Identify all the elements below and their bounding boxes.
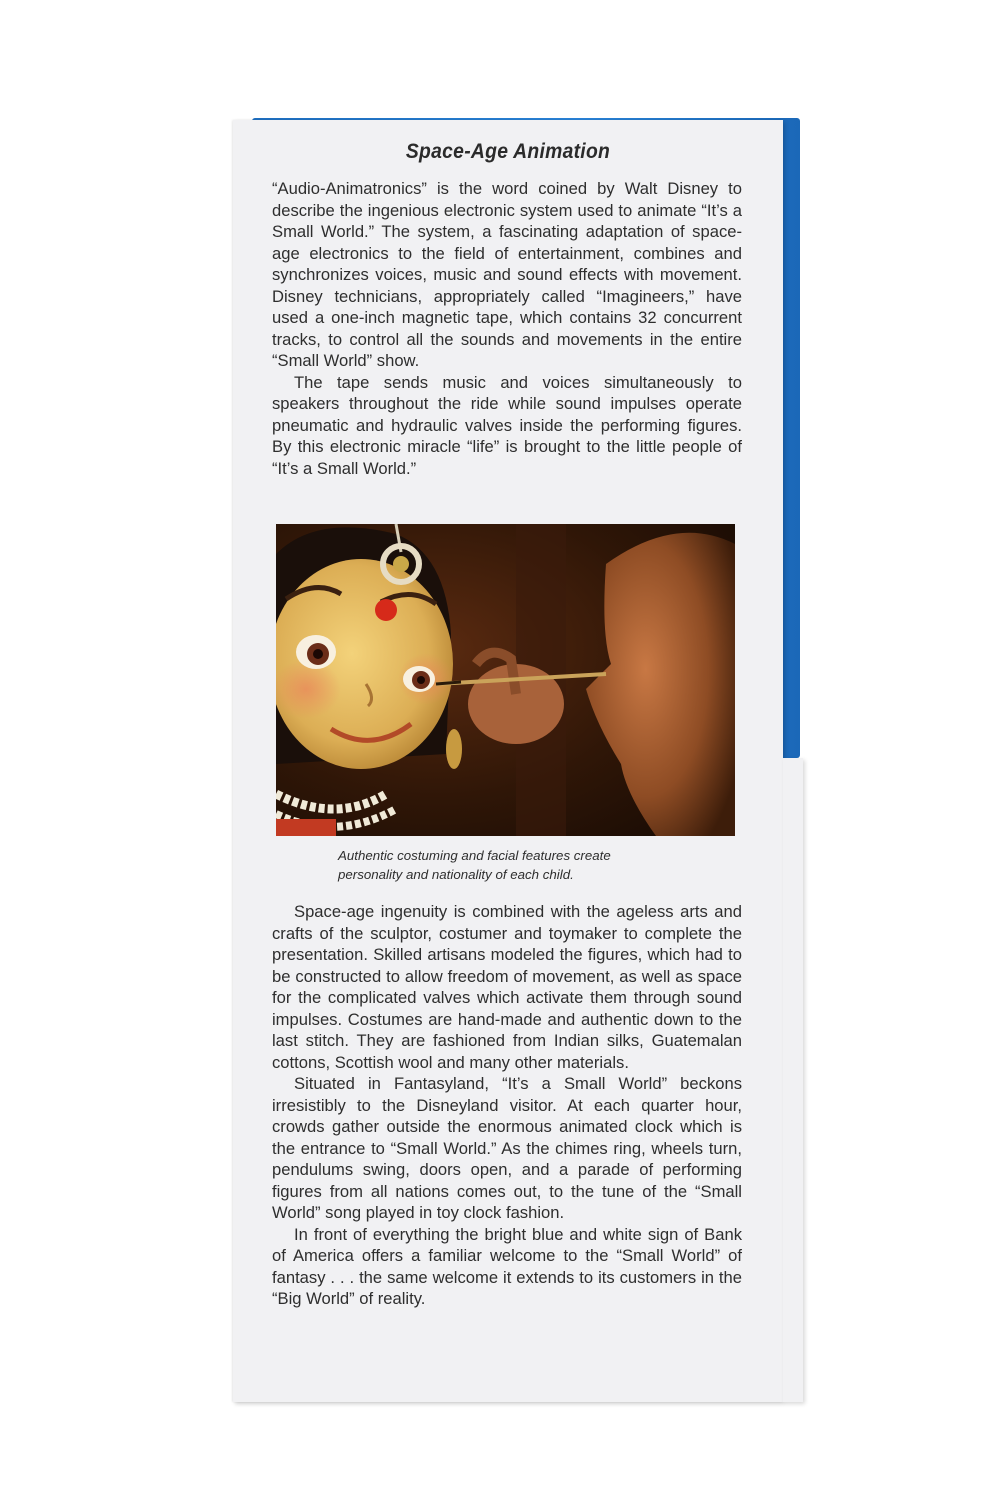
caption-line: Authentic costuming and facial features create (338, 848, 611, 863)
doll-photo (276, 524, 735, 836)
page-title: Space-Age Animation (405, 140, 611, 163)
paragraph: The tape sends music and voices simultaneously to speakers throughout the ride while sound impulses operate pneumatic and hydraulic valves inside the performing figures. By this electronic miracle “life” is brought to the little people of “It’s a Small World.” (272, 372, 742, 478)
section-artisans (272, 901, 742, 1310)
paragraph: “Audio-Animatronics” is the word coined by Walt Disney to describe the ingenious electronic system used to animate “It’s a Small World.” The system, a fascinating adaptation of space-age electronics to the field of entertainment, combines and synchronizes voices, music and sound effects with movement. Disney technicians, appropriately called “Imagineers,” have used a one-inch magnetic tape, which contains 32 concurrent tracks, to control all the sounds and movements in the entire “Small World” show. (272, 179, 742, 370)
brochure-panel-edge (783, 758, 803, 1402)
photo-caption (338, 846, 758, 884)
doll-and-artisan-image (276, 524, 735, 836)
section-audio-animatronics (272, 178, 742, 479)
paragraph: Situated in Fantasyland, “It’s a Small World” beckons irresistibly to the Disneyland visitor. At each quarter hour, crowds gather outside the enormous animated clock which is the entrance to “Small World.” As the chimes ring, wheels turn, pendulums swing, doors open, and a parade of performing figures from all nations comes out, to the tune of the “Small World” song played in toy clock fashion. (272, 1074, 742, 1222)
caption-line: personality and nationality of each child. (338, 867, 574, 882)
paragraph: Space-age ingenuity is combined with the ageless arts and crafts of the sculptor, costumer and toymaker to complete the presentation. Skilled artisans modeled the figures, which had to be constructed to allow freedom of movement, as well as space for the complicated valves which activate them through sound impulses. Costumes are hand-made and authentic down to the last stitch. They are fashioned from Indian silks, Guatemalan cottons, Scottish wool and many other materials. (272, 902, 742, 1072)
paragraph: In front of everything the bright blue and white sign of Bank of America offers a familiar welcome to the “Small World” of fantasy . . . the same welcome it extends to its customers in the “Big World” of reality. (272, 1224, 742, 1308)
